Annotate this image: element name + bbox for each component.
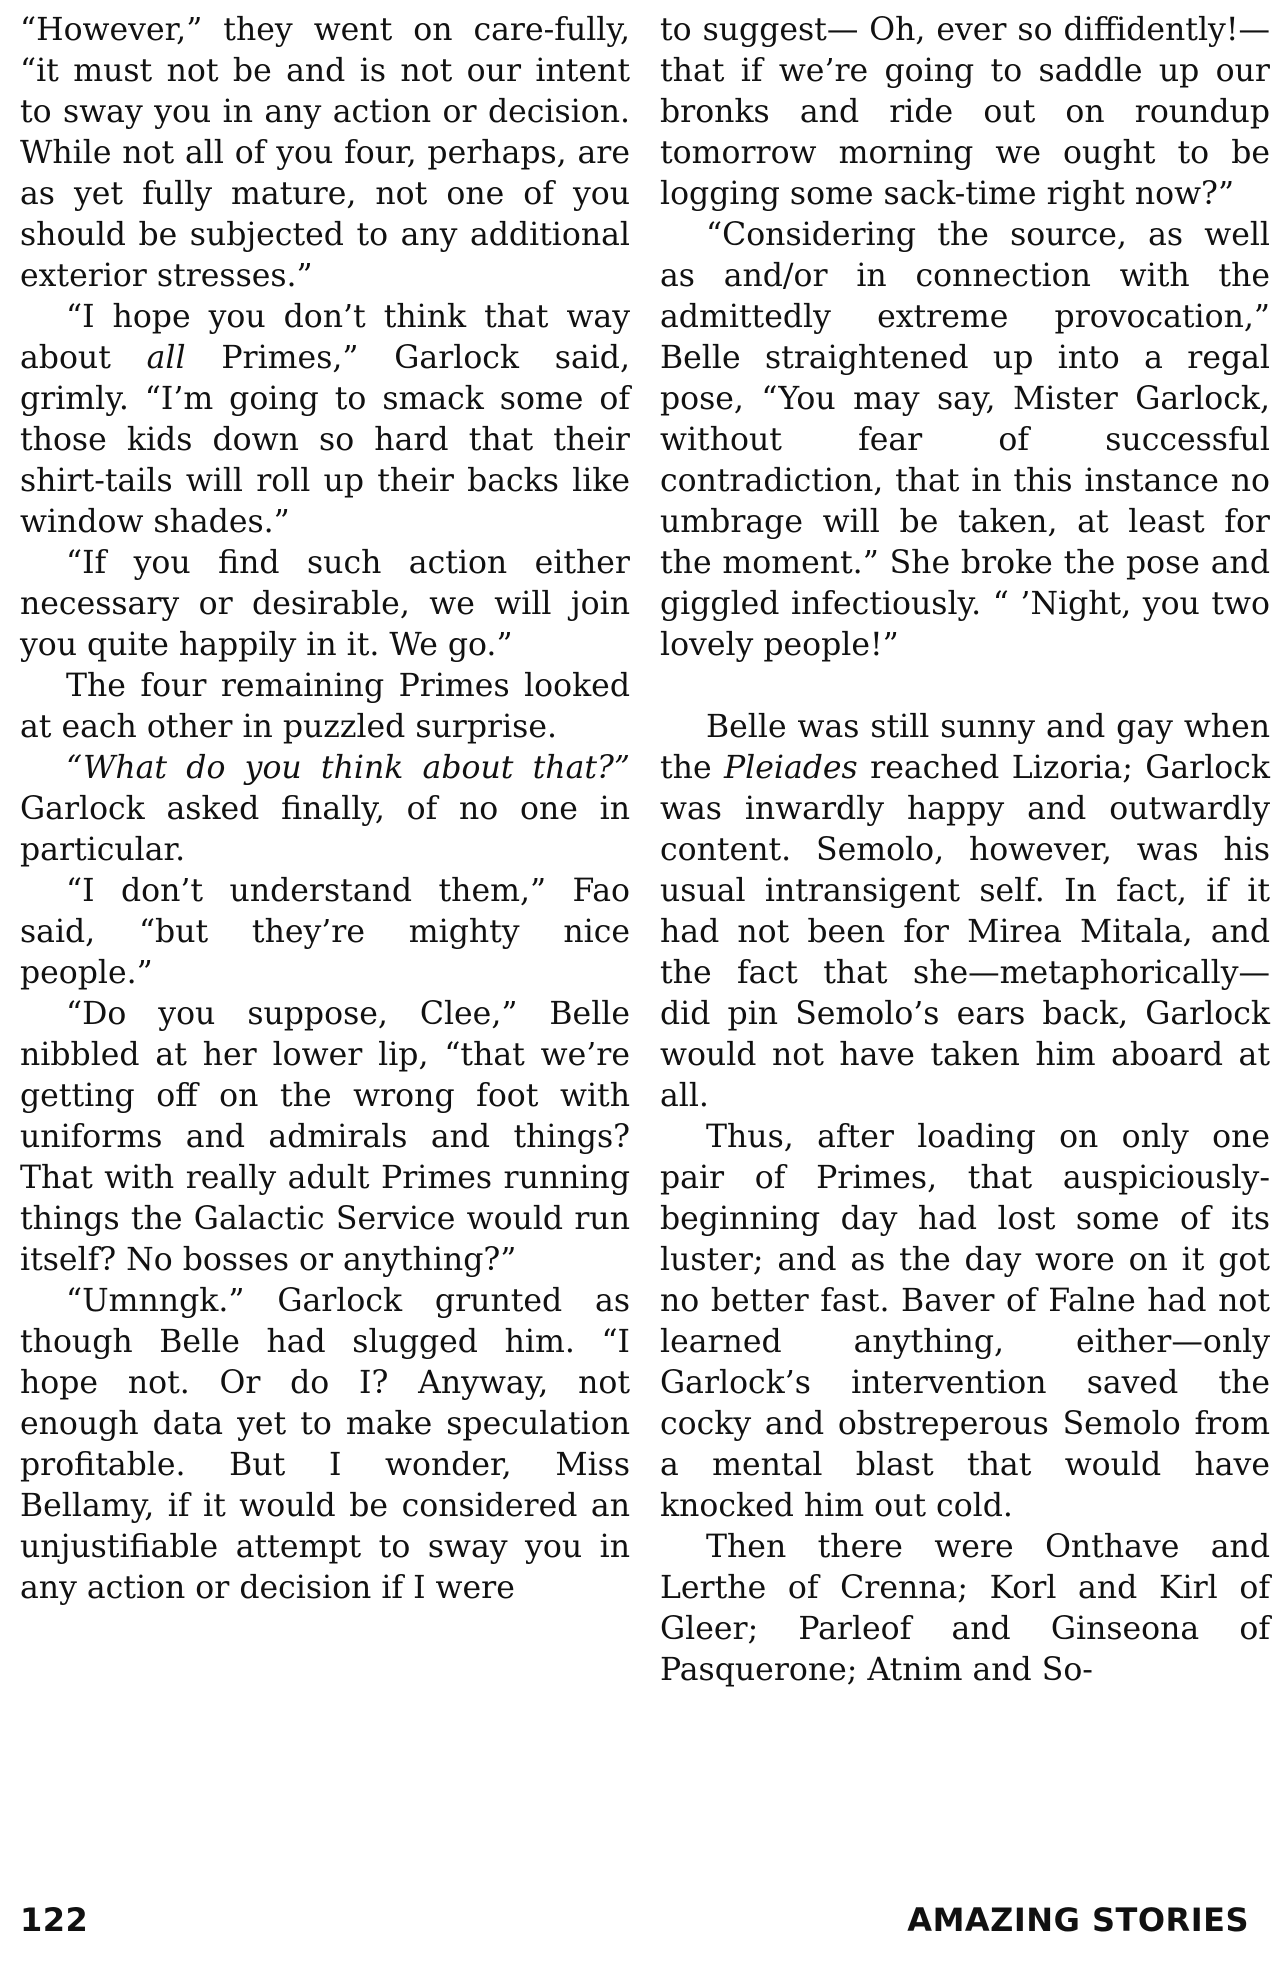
paragraph: “Umnngk.” Garlock grunted as though Belle had slugged him. “I hope not. Or do I? Anyway, not enough data yet to make speculation profitable. But I wonder, Miss Bellamy, if it would be considered an unjustifiable attempt to sway you in any action or decision if I were bbox=[20, 1283, 630, 1606]
emphasis: Pleiades bbox=[723, 750, 858, 786]
right-column bbox=[660, 10, 1270, 1691]
running-title: AMAZING STORIES bbox=[907, 1901, 1249, 1939]
paragraph: “If you find such action either necessary or desirable, we will join you quite happily in it. We go.” bbox=[20, 545, 630, 663]
paragraph: Thus, after loading on only one pair of Primes, that auspiciously-beginning day had lost some of its luster; and as the day wore on it got no better fast. Baver of Falne had not learned anything, either—only Garlock’s intervention saved the cocky and obstreperous Semolo from a mental blast that would have knocked him out cold. bbox=[660, 1119, 1270, 1524]
paragraph: to suggest— Oh, ever so diffidently!—that if we’re going to saddle up our bronks and ride out on roundup tomorrow morning we ought to be logging some sack-time right now?” bbox=[660, 12, 1270, 212]
emphasis: all bbox=[146, 340, 186, 376]
paragraph: “However,” they went on care-fully, “it must not be and is not our intent to sway you in any action or decision. While not all of you four, perhaps, are as yet fully mature, not one of you should be subjected to any additional exterior stresses.” bbox=[20, 12, 630, 294]
paragraph: “Considering the source, as well as and/or in connection with the admittedly extreme provocation,” Belle straightened up into a regal pose, “You may say, Mister Garlock, without fear of successful contradiction, that in this instance no umbrage will be taken, at least for the moment.” She broke the pose and giggled infectiously. “ ’Night, you two lovely people!” bbox=[660, 217, 1270, 663]
page-number: 122 bbox=[20, 1901, 89, 1939]
paragraph: Then there were Onthave and Lerthe of Crenna; Korl and Kirl of Gleer; Parleof and Ginseona of Pasquerone; Atnim and So- bbox=[660, 1529, 1270, 1688]
paragraph: “What do you think about that?” Garlock asked finally, of no one in particular. bbox=[20, 750, 630, 868]
paragraph: The four remaining Primes looked at each other in puzzled surprise. bbox=[20, 668, 630, 745]
emphasis: “What do you think about that?” bbox=[66, 750, 630, 786]
left-column bbox=[20, 10, 630, 1609]
paragraph: “I don’t understand them,” Fao said, “but they’re mighty nice people.” bbox=[20, 873, 630, 991]
paragraph: “Do you suppose, Clee,” Belle nibbled at her lower lip, “that we’re getting off on the wrong foot with uniforms and admirals and things? That with really adult Primes running things the Galactic Service would run itself? No bosses or anything?” bbox=[20, 996, 630, 1278]
paragraph: “I hope you don’t think that way about all Primes,” Garlock said, grimly. “I’m going to smack some of those kids down so hard that their shirt-tails will roll up their backs like window shades.” bbox=[20, 299, 630, 540]
paragraph: Belle was still sunny and gay when the Pleiades reached Lizoria; Garlock was inwardly happy and outwardly content. Semolo, however, was his usual intransigent self. In fact, if it had not been for Mirea Mitala, and the fact that she—metaphorically—did pin Semolo’s ears back, Garlock would not have taken him aboard at all. bbox=[660, 709, 1270, 1114]
